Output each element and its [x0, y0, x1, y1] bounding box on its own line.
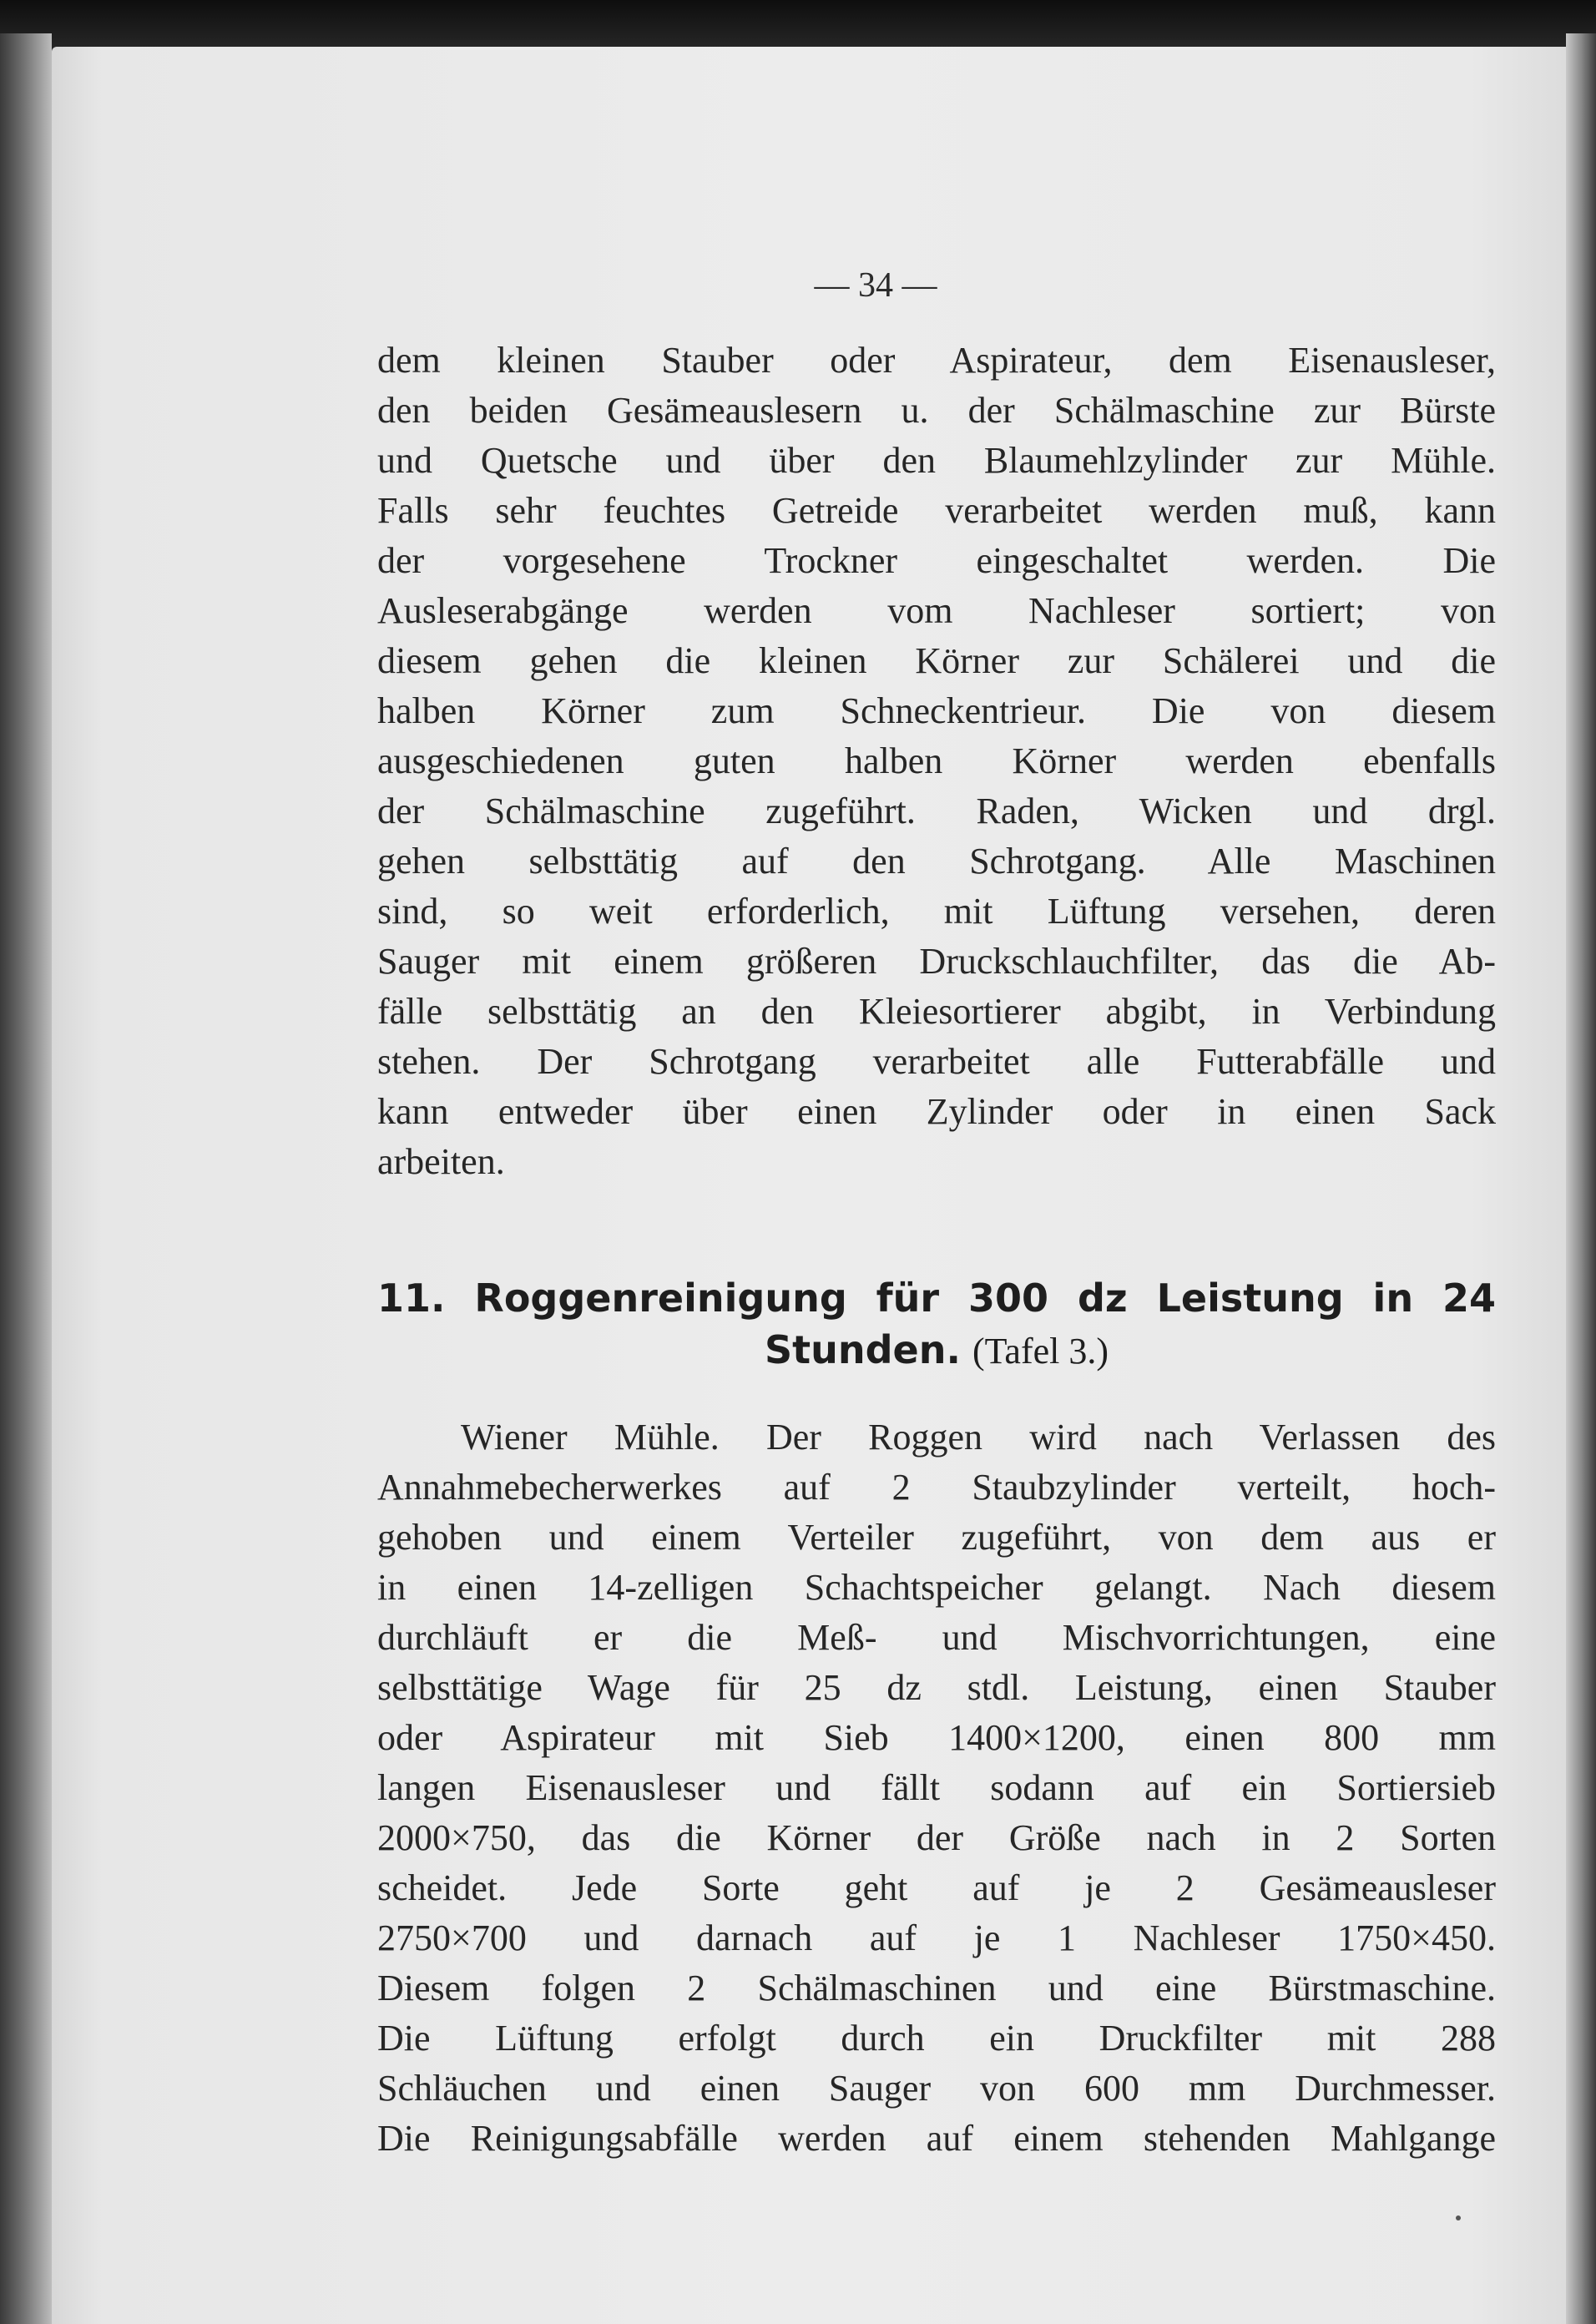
text-line: fälle selbsttätig an den Kleiesortierer abgibt, in Verbindung [377, 991, 1496, 1032]
text-line: dem kleinen Stauber oder Aspirateur, dem Eisenausleser, [377, 340, 1496, 381]
page-number: — 34 — [814, 266, 937, 305]
text-line: Ausleserabgänge werden vom Nachleser sortiert; von [377, 590, 1496, 631]
heading-stunden: Stunden. [764, 1327, 961, 1372]
heading-line [377, 1324, 1496, 1377]
book-page [52, 47, 1566, 2324]
text-line: und Quetsche und über den Blaumehlzylinder zur Mühle. [377, 440, 1496, 481]
text-line: Schläuchen und einen Sauger von 600 mm Durchmesser. [377, 2068, 1496, 2109]
text-line: arbeiten. [377, 1141, 505, 1182]
tafel-reference: (Tafel 3.) [972, 1331, 1109, 1372]
text-line: Die Reinigungsabfälle werden auf einem stehenden Mahlgange [377, 2118, 1496, 2159]
text-line: der vorgesehene Trockner eingeschaltet werden. Die [377, 540, 1496, 581]
text-line: der Schälmaschine zugeführt. Raden, Wicken und drgl. [377, 791, 1496, 831]
text-line: diesem gehen die kleinen Körner zur Schälerei und die [377, 640, 1496, 681]
text-line: Sauger mit einem größeren Druckschlauchfilter, das die Ab- [377, 941, 1496, 982]
text-line: kann entweder über einen Zylinder oder in einen Sack [377, 1091, 1496, 1132]
text-line: sind, so weit erforderlich, mit Lüftung versehen, deren [377, 891, 1496, 932]
text-line: Annahmebecherwerkes auf 2 Staubzylinder verteilt, hoch- [377, 1467, 1496, 1508]
text-line: scheidet. Jede Sorte geht auf je 2 Gesämeausleser [377, 1867, 1496, 1908]
text-line: den beiden Gesämeauslesern u. der Schälmaschine zur Bürste [377, 390, 1496, 431]
text-line: oder Aspirateur mit Sieb 1400×1200, einen 800 mm [377, 1717, 1496, 1758]
text-line: halben Körner zum Schneckentrieur. Die von diesem [377, 690, 1496, 731]
text-line: durchläuft er die Meß- und Mischvorrichtungen, eine [377, 1617, 1496, 1658]
text-line: gehen selbsttätig auf den Schrotgang. Alle Maschinen [377, 841, 1496, 882]
text-line: 2000×750, das die Körner der Größe nach in 2 Sorten [377, 1817, 1496, 1858]
text-line: Falls sehr feuchtes Getreide verarbeitet werden muß, kann [377, 490, 1496, 531]
text-line: ausgeschiedenen guten halben Körner werden ebenfalls [377, 740, 1496, 781]
text-line: stehen. Der Schrotgang verarbeitet alle Futterabfälle und [377, 1041, 1496, 1082]
book-binding-edge [0, 33, 52, 2324]
text-line: Die Lüftung erfolgt durch ein Druckfilter mit 288 [377, 2018, 1496, 2059]
text-line: selbsttätige Wage für 25 dz stdl. Leistung, einen Stauber [377, 1667, 1496, 1708]
scan-speck [1456, 2215, 1461, 2220]
text-line: Diesem folgen 2 Schälmaschinen und eine Bürstmaschine. [377, 1968, 1496, 2008]
scan-right-border [1566, 33, 1596, 2324]
text-line: gehoben und einem Verteiler zugeführt, von dem aus er [377, 1517, 1496, 1558]
text-line: in einen 14-zelligen Schachtspeicher gelangt. Nach diesem [377, 1567, 1496, 1608]
text-line: Wiener Mühle. Der Roggen wird nach Verlassen des [461, 1417, 1496, 1458]
heading-line: 11. Roggenreinigung für 300 dz Leistung in 24 [377, 1276, 1496, 1321]
text-line: langen Eisenausleser und fällt sodann auf ein Sortiersieb [377, 1767, 1496, 1808]
text-line: 2750×700 und darnach auf je 1 Nachleser 1750×450. [377, 1917, 1496, 1958]
